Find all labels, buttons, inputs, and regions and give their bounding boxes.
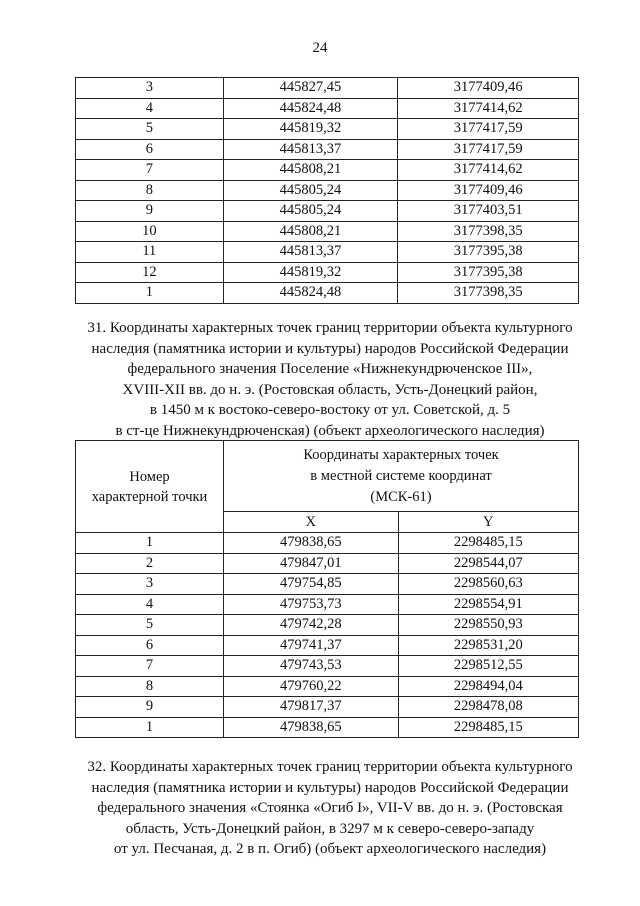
header-point-number (76, 441, 224, 533)
table-row (76, 180, 579, 201)
header-text: в местной системе координат (310, 467, 492, 484)
x-coordinate-cell: 445819,32 (223, 262, 398, 283)
table-body (76, 533, 579, 738)
x-coordinate-cell: 445819,32 (223, 119, 398, 140)
heading-line: 31. Координаты характерных точек границ территории объекта культурного (87, 320, 573, 336)
point-number-cell: 8 (76, 180, 224, 201)
table-row (76, 262, 579, 283)
point-number-cell: 1 (76, 283, 224, 304)
point-number-cell: 3 (76, 574, 224, 595)
y-coordinate-cell: 3177398,35 (398, 221, 579, 242)
table-row (76, 533, 579, 554)
table-row (76, 139, 579, 160)
x-coordinate-cell: 479838,65 (224, 717, 398, 738)
heading-line: XVIII-XII вв. до н. э. (Ростовская область, Усть-Донецкий район, (122, 381, 538, 398)
x-coordinate-cell: 445824,48 (223, 98, 398, 119)
point-number-cell: 11 (76, 242, 224, 263)
point-number-cell: 4 (76, 594, 224, 615)
y-coordinate-cell: 2298478,08 (398, 697, 579, 718)
y-coordinate-cell: 3177409,46 (398, 78, 579, 99)
x-coordinate-cell: 445808,21 (223, 221, 398, 242)
header-text: (МСК-61) (370, 488, 432, 505)
point-number-cell: 1 (76, 717, 224, 738)
table-row (76, 717, 579, 738)
table-row (76, 160, 579, 181)
section-31-heading (60, 318, 600, 441)
x-coordinate-cell: 445813,37 (223, 139, 398, 160)
x-coordinate-cell: 479741,37 (224, 635, 398, 656)
x-coordinate-cell: 479743,53 (224, 656, 398, 677)
x-coordinate-cell: 479838,65 (224, 533, 398, 554)
x-coordinate-cell: 445813,37 (223, 242, 398, 263)
table-header (76, 441, 579, 533)
coordinates-table-section-31 (75, 440, 579, 738)
y-coordinate-cell: 2298512,55 (398, 656, 579, 677)
point-number-cell: 7 (76, 160, 224, 181)
x-coordinate-cell: 445827,45 (223, 78, 398, 99)
point-number-cell: 12 (76, 262, 224, 283)
header-text: характерной точки (91, 488, 208, 505)
point-number-cell: 4 (76, 98, 224, 119)
heading-line: область, Усть-Донецкий район, в 3297 м к северо-северо-западу (125, 820, 535, 837)
y-coordinate-cell: 2298550,93 (398, 615, 579, 636)
x-coordinate-cell: 445808,21 (223, 160, 398, 181)
x-coordinate-cell: 445824,48 (223, 283, 398, 304)
table-row (76, 656, 579, 677)
x-coordinate-cell: 479753,73 (224, 594, 398, 615)
y-coordinate-cell: 3177414,62 (398, 160, 579, 181)
header-text: Номер (129, 468, 170, 485)
y-coordinate-cell: 3177417,59 (398, 119, 579, 140)
y-coordinate-cell: 2298544,07 (398, 553, 579, 574)
heading-line: наследия (памятника истории и культуры) народов Российской Федерации (91, 340, 569, 357)
y-coordinate-cell: 2298485,15 (398, 717, 579, 738)
y-coordinate-cell: 2298560,63 (398, 574, 579, 595)
x-coordinate-cell: 479754,85 (224, 574, 398, 595)
header-text: Координаты характерных точек (303, 446, 499, 463)
heading-line: 32. Координаты характерных точек границ территории объекта культурного (87, 759, 573, 775)
table-row (76, 119, 579, 140)
x-coordinate-cell: 479847,01 (224, 553, 398, 574)
header-coordinate-system (224, 441, 579, 512)
table-row (76, 221, 579, 242)
table-row (76, 676, 579, 697)
x-coordinate-cell: 445805,24 (223, 180, 398, 201)
table-body (76, 78, 579, 304)
heading-line: в 1450 м к востоко-северо-востоку от ул. Советской, д. 5 (149, 402, 511, 418)
coordinates-table-continued (75, 77, 579, 304)
y-coordinate-cell: 3177417,59 (398, 139, 579, 160)
point-number-cell: 3 (76, 78, 224, 99)
point-number-cell: 8 (76, 676, 224, 697)
y-coordinate-cell: 3177395,38 (398, 262, 579, 283)
x-coordinate-cell: 479742,28 (224, 615, 398, 636)
heading-line: федерального значения Поселение «Нижнекундрюченское III», (127, 361, 533, 377)
heading-line: в ст-це Нижнекундрюченская) (объект археологического наследия) (115, 422, 545, 439)
point-number-cell: 5 (76, 615, 224, 636)
y-coordinate-cell: 3177398,35 (398, 283, 579, 304)
y-coordinate-cell: 2298531,20 (398, 635, 579, 656)
table-row (76, 635, 579, 656)
point-number-cell: 9 (76, 697, 224, 718)
table-row (76, 201, 579, 222)
x-coordinate-cell: 479817,37 (224, 697, 398, 718)
point-number-cell: 6 (76, 139, 224, 160)
table-row (76, 283, 579, 304)
point-number-cell: 5 (76, 119, 224, 140)
heading-line: федерального значения «Стоянка «Огиб I», VII-V вв. до н. э. (Ростовская (97, 800, 563, 816)
table-row (76, 78, 579, 99)
header-x: X (224, 512, 398, 533)
x-coordinate-cell: 445805,24 (223, 201, 398, 222)
section-32-heading (60, 757, 600, 860)
point-number-cell: 2 (76, 553, 224, 574)
table-row (76, 594, 579, 615)
y-coordinate-cell: 3177409,46 (398, 180, 579, 201)
point-number-cell: 6 (76, 635, 224, 656)
point-number-cell: 9 (76, 201, 224, 222)
table-row (76, 242, 579, 263)
point-number-cell: 10 (76, 221, 224, 242)
page-number: 24 (312, 40, 328, 56)
table-row (76, 574, 579, 595)
y-coordinate-cell: 2298494,04 (398, 676, 579, 697)
heading-line: от ул. Песчаная, д. 2 в п. Огиб) (объект археологического наследия) (113, 841, 547, 857)
y-coordinate-cell: 3177395,38 (398, 242, 579, 263)
table-row (76, 98, 579, 119)
point-number-cell: 7 (76, 656, 224, 677)
x-coordinate-cell: 479760,22 (224, 676, 398, 697)
table-row (76, 697, 579, 718)
table-row (76, 553, 579, 574)
table-row (76, 615, 579, 636)
y-coordinate-cell: 3177414,62 (398, 98, 579, 119)
header-y: Y (398, 512, 579, 533)
y-coordinate-cell: 3177403,51 (398, 201, 579, 222)
point-number-cell: 1 (76, 533, 224, 554)
heading-line: наследия (памятника истории и культуры) народов Российской Федерации (91, 779, 569, 796)
y-coordinate-cell: 2298554,91 (398, 594, 579, 615)
y-coordinate-cell: 2298485,15 (398, 533, 579, 554)
